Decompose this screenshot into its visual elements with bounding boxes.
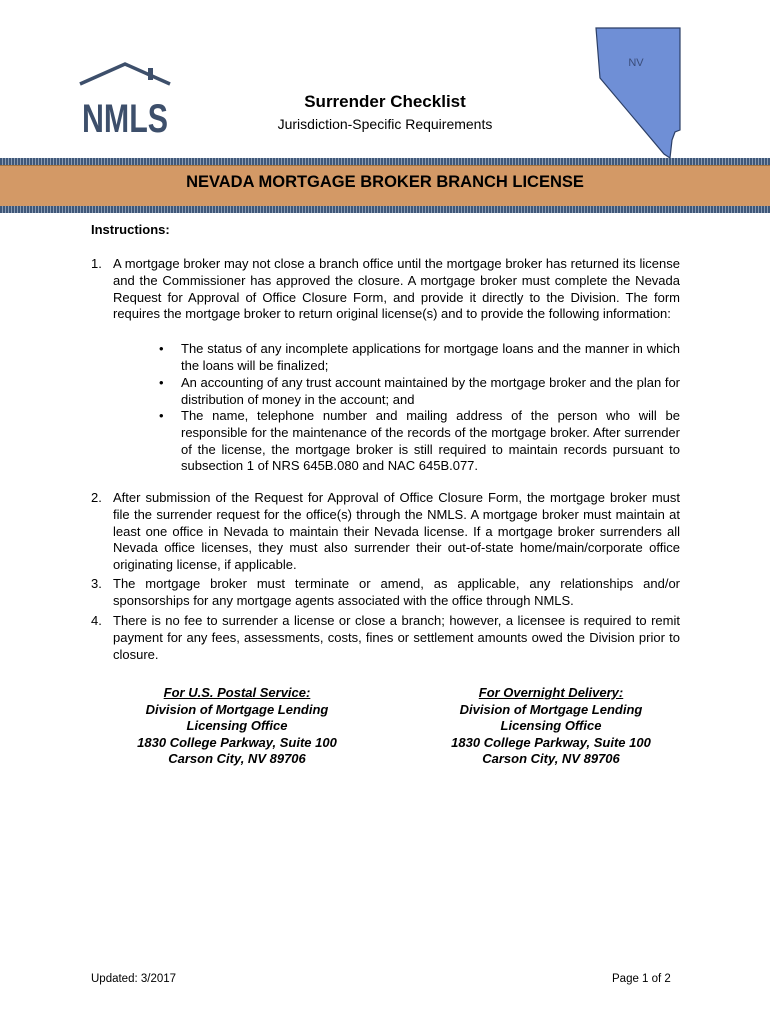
address-line: Licensing Office	[186, 718, 288, 733]
postal-address-block	[107, 685, 367, 768]
address-line: Division of Mortgage Lending	[145, 701, 329, 717]
postal-heading: For U.S. Postal Service:	[163, 685, 311, 700]
banner-title: NEVADA MORTGAGE BROKER BRANCH LICENSE	[186, 173, 584, 191]
bullet-icon: •	[159, 375, 164, 390]
address-line: Carson City, NV 89706	[168, 751, 306, 766]
bullet-item: The name, telephone number and mailing address of the person who will be responsible for the maintenance of the records of the mortgage broker. After surrender of the license, the mortgage broker is still required to maintain records pursuant to subsection 1 of NRS 645B.080 and NAC 645B.077.	[181, 408, 680, 474]
address-line: Licensing Office	[500, 718, 602, 733]
overnight-address-block	[421, 685, 681, 768]
bullet-item: An accounting of any trust account maintained by the mortgage broker and the plan for distribution of money in the account; and	[181, 375, 680, 407]
list-item: There is no fee to surrender a license or close a branch; however, a licensee is required to remit payment for any fees, assessments, costs, fines or settlement amounts owed the Division prior to closure.	[113, 613, 680, 662]
list-item: After submission of the Request for Approval of Office Closure Form, the mortgage broker must file the surrender request for the office(s) through the NMLS. A mortgage broker must maintain at least one office in Nevada to maintain their Nevada license. If a mortgage broker surrenders all Nevada office licenses, they must also surrender their out-of-state home/main/corporate office originating license, if applicable.	[113, 490, 680, 573]
item-number: 1.	[91, 256, 102, 271]
page-subtitle: Jurisdiction-Specific Requirements	[277, 116, 493, 132]
instructions-label: Instructions:	[91, 222, 170, 237]
logo-text: NMLS	[82, 97, 168, 141]
page-title: Surrender Checklist	[304, 92, 466, 111]
address-line: Division of Mortgage Lending	[459, 701, 643, 717]
address-line: 1830 College Parkway, Suite 100	[451, 734, 651, 750]
map-label: NV	[628, 57, 644, 69]
page-number: Page 1 of 2	[612, 973, 671, 985]
divider-stripe	[0, 158, 770, 165]
updated-date: Updated: 3/2017	[91, 973, 177, 985]
bullet-icon: •	[159, 341, 164, 356]
item-number: 4.	[91, 613, 102, 628]
bullet-icon: •	[159, 408, 164, 423]
bullet-item: The status of any incomplete applications for mortgage loans and the manner in which the loans will be finalized;	[181, 341, 680, 373]
item-number: 2.	[91, 490, 102, 505]
address-line: 1830 College Parkway, Suite 100	[137, 734, 337, 750]
list-item: A mortgage broker may not close a branch office until the mortgage broker has returned its license and the Commissioner has approved the closure. A mortgage broker must complete the Nevada Request for Approval of Office Closure Form, and provide it directly to the Division. The form requires the mortgage broker to return original license(s) and to provide the following information:	[113, 256, 680, 322]
overnight-heading: For Overnight Delivery:	[478, 685, 624, 700]
divider-stripe	[0, 206, 770, 213]
address-line: Carson City, NV 89706	[482, 751, 620, 766]
list-item: The mortgage broker must terminate or amend, as applicable, any relationships and/or sponsorships for any mortgage agents associated with the office through NMLS.	[113, 576, 680, 608]
item-number: 3.	[91, 576, 102, 591]
